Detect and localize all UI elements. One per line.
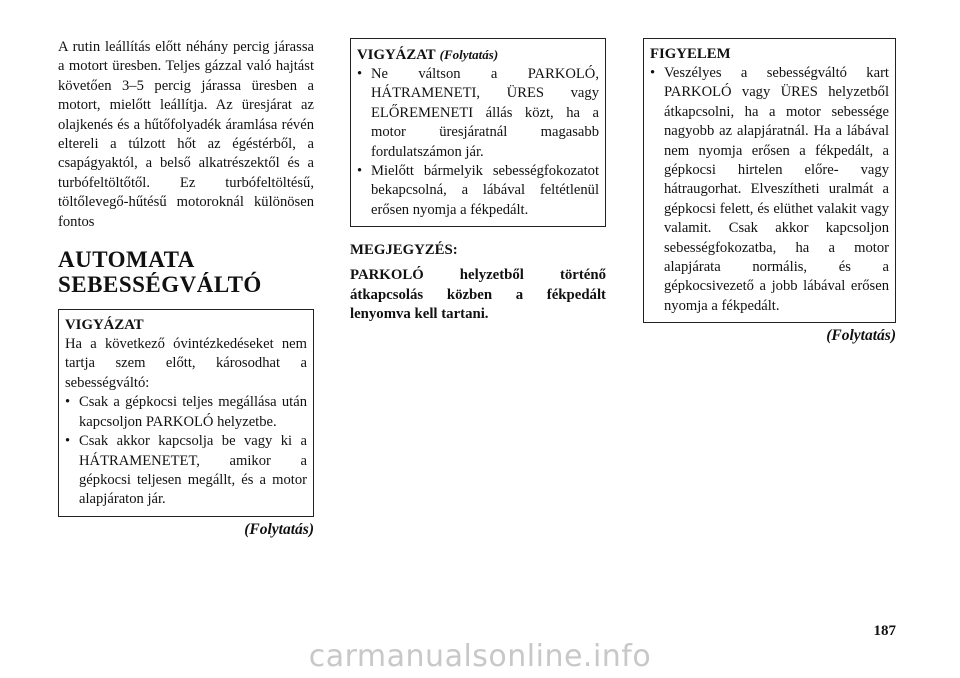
note-heading: MEGJEGYZÉS: [350,242,458,259]
caution-bullet: • Csak a gépkocsi teljes megállása után kapcsoljon PARKOLÓ helyzetbe. [65,393,307,432]
warning-bullet-list [650,64,889,316]
page-number: 187 [873,623,896,639]
section-heading: AUTOMATA SEBESSÉGVÁLTÓ [58,247,262,298]
intro-paragraph: A rutin leállítás előtt néhány percig járassa a motort üresben. Teljes gázzal való hajtást követően 3–5 percig járassa üresben a motort, mielőtt leállítja. Az üresjárat az olajkenés és a hűtőfolyadék áramlása révén eltereli a túlzott hőt az égéstérből, a csapágyaktól, a belső alkatrészektől és a turbófeltöltőtől. Ez turbófeltöltésű, töltőlevegő-hűtésű motoroknál különösen fontos [58,39,314,230]
caution-bullet-list [65,393,307,509]
note-text: PARKOLÓ helyzetből történő átkapcsolás közben a fékpedált lenyomva kell tartani. [350,267,606,323]
warning-title: FIGYELEM [650,46,731,62]
column-1 [58,38,314,539]
continued-label: (Folytatás) [244,520,314,538]
watermark: carmanualsonline.info [308,639,652,674]
caution-bullet: • Ne váltson a PARKOLÓ, HÁTRAMENETI, ÜRES vagy ELŐREMENETI állás közt, ha a motor üresjáratnál magasabb fordulatszámon jár. [357,65,599,162]
caution-title [357,45,599,65]
column-2 [350,38,606,324]
caution-box-continued [350,38,606,227]
warning-bullet: • Veszélyes a sebességváltó kart PARKOLÓ vagy ÜRES helyzetből átkapcsolni, ha a motor sebessége nagyobb az alapjáratnál. Ha a lábával nem nyomja erősen a fékpedált, a gépkocsi hirtelen előre- vagy hátraugorhat. Elveszítheti uralmát a gépkocsi felett, és elüthet valakit vagy valamit. Csak akkor kapcsoljon sebességfokozatba, ha a motor alapjárata normális, és a gépkocsivezető a jobb lábával erősen nyomja a fékpedált. [650,64,889,316]
caution-title: VIGYÁZAT [65,317,144,334]
caution-bullet: • Mielőtt bármelyik sebességfokozatot bekapcsolná, a lábával feltétlenül erősen nyomja a fékpedált. [357,162,599,220]
caution-title-suffix: (Folytatás) [439,47,499,62]
warning-box [643,38,896,323]
caution-title-text: VIGYÁZAT [357,47,436,63]
continued-label: (Folytatás) [826,327,896,345]
caution-bullet-list [357,65,599,220]
caution-intro: Ha a következő óvintézkedéseket nem tartja szem előtt, károsodhat a sebességváltó: [65,336,307,391]
caution-box [58,309,314,517]
caution-bullet: • Csak akkor kapcsolja be vagy ki a HÁTRAMENETET, amikor a gépkocsi teljesen megállt, és a motor alapjáraton jár. [65,432,307,510]
column-3 [643,38,896,345]
